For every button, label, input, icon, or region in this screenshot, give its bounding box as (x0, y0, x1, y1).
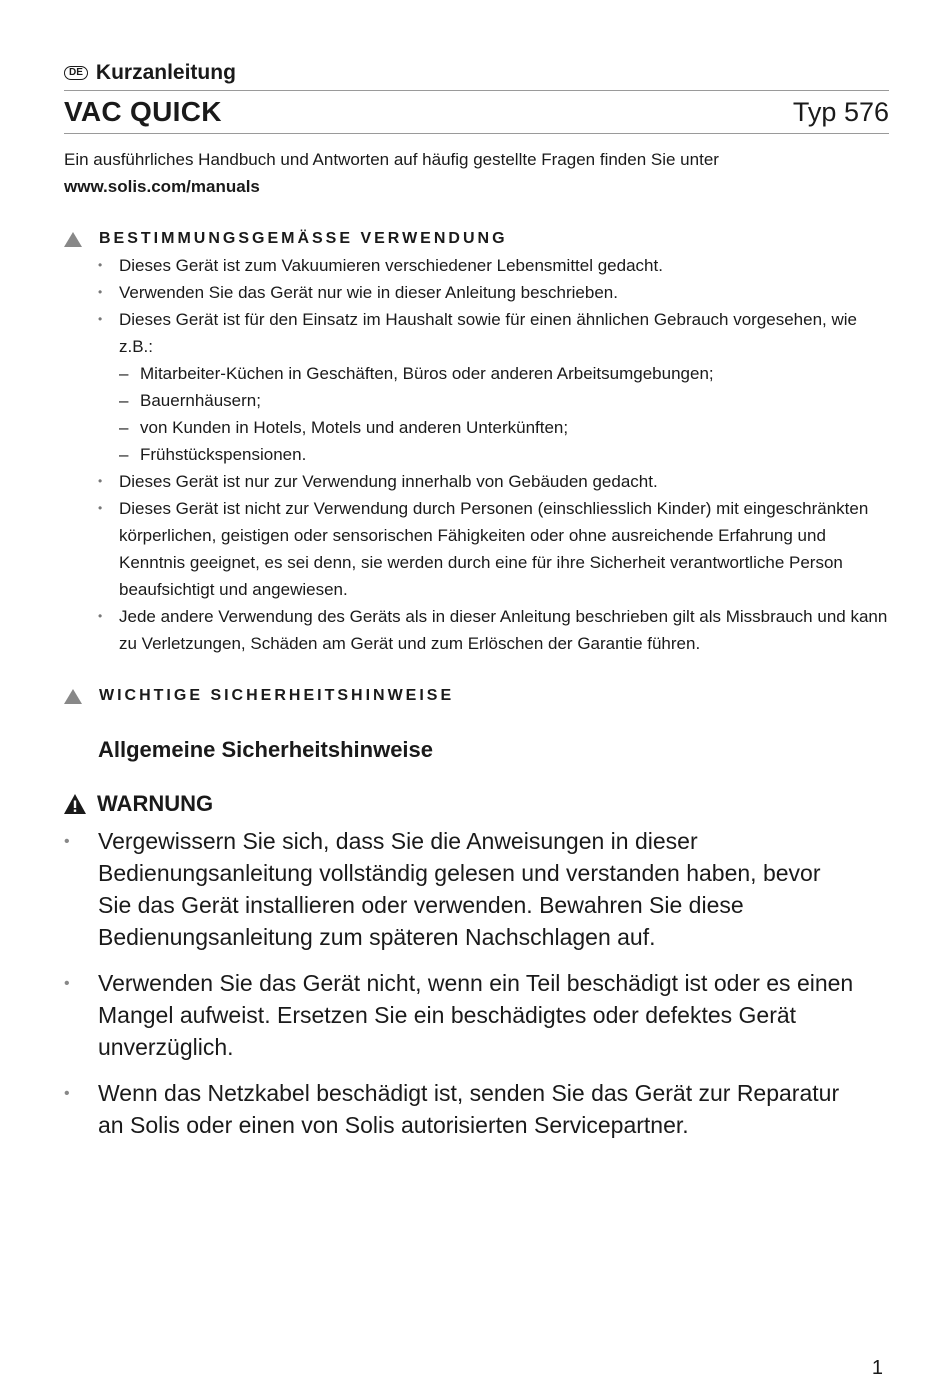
section-heading-intended-use (64, 230, 889, 248)
warning-item: • Verwenden Sie das Gerät nicht, wenn ein Teil beschädigt ist oder es einen Mangel aufweist. Ersetzen Sie ein beschädigtes oder defektes Gerät unverzüglich. (98, 967, 858, 1063)
sub-list-item: – Bauernhäusern; (119, 387, 889, 414)
general-safety-subheading: Allgemeine Sicherheitshinweise (98, 737, 434, 762)
warning-item: • Wenn das Netzkabel beschädigt ist, senden Sie das Gerät zur Reparatur an Solis oder einen von Solis autorisierten Servicepartner. (98, 1077, 858, 1141)
document-header (64, 56, 889, 90)
intro-paragraph (64, 146, 889, 200)
warning-list (64, 825, 889, 1141)
list-item: • Dieses Gerät ist nicht zur Verwendung durch Personen (einschliesslich Kinder) mit eingeschränkten körperlichen, geistigen oder sensorischen Fähigkeiten oder ohne ausreichende Erfahrung und Kenntnis geeignet, es sei denn, sie werden durch eine für ihre Sicherheit verantwortliche Person beaufsichtigt und angewiesen. (98, 495, 889, 603)
sub-list-item: – von Kunden in Hotels, Motels und anderen Unterkünften; (119, 414, 889, 441)
header-label: Kurzanleitung (95, 61, 236, 84)
sub-list-item: – Frühstückspensionen. (119, 441, 889, 468)
product-type: Typ 576 (792, 96, 889, 127)
section-heading-safety (64, 687, 889, 705)
manuals-url: www.solis.com/manuals (64, 177, 260, 196)
title-row (64, 91, 889, 133)
document-page (64, 56, 889, 1155)
intro-text: Ein ausführliches Handbuch und Antworten auf häufig gestellte Fragen finden Sie unter (64, 150, 719, 169)
caution-triangle-icon (64, 232, 82, 247)
title-divider (64, 133, 889, 134)
caution-triangle-icon (64, 689, 82, 704)
language-badge: DE (64, 66, 88, 80)
list-item: • Dieses Gerät ist nur zur Verwendung innerhalb von Gebäuden gedacht. (98, 468, 889, 495)
warning-item: • Vergewissern Sie sich, dass Sie die Anweisungen in dieser Bedienungsanleitung vollständig gelesen und verstanden haben, bevor Sie das Gerät installieren oder verwenden. Bewahren Sie diese Bedienungsanleitung zum späteren Nachschlagen auf. (98, 825, 858, 953)
warning-label: WARNUNG (97, 791, 214, 816)
list-item: • Dieses Gerät ist zum Vakuumieren verschiedener Lebensmittel gedacht. (98, 252, 889, 279)
sub-list-item: – Mitarbeiter-Küchen in Geschäften, Büros oder anderen Arbeitsumgebungen; (119, 360, 889, 387)
list-item: • Jede andere Verwendung des Geräts als in dieser Anleitung beschrieben gilt als Missbrauch und kann zu Verletzungen, Schäden am Gerät und zum Erlöschen der Garantie führen. (98, 603, 889, 657)
warning-icon (63, 793, 87, 815)
list-item: • Dieses Gerät ist für den Einsatz im Haushalt sowie für einen ähnlichen Gebrauch vorgesehen, wie z.B.: – Mitarbeiter-Küchen in Geschäften, Büros oder anderen Arbeitsumgebungen; – Bauernhäusern; – von Kunden in Hotels, Motels und anderen Unterkünften; – Frühstückspensionen. (98, 306, 889, 468)
warning-heading (64, 791, 889, 817)
page-number: 1 (871, 1357, 883, 1379)
product-name: VAC QUICK (64, 96, 222, 127)
section-heading-text: WICHTIGE SICHERHEITSHINWEISE (99, 687, 455, 704)
intended-use-list (64, 252, 889, 657)
sub-list (119, 360, 889, 468)
section-heading-text: BESTIMMUNGSGEMÄSSE VERWENDUNG (99, 230, 508, 247)
list-item: • Verwenden Sie das Gerät nur wie in dieser Anleitung beschrieben. (98, 279, 889, 306)
